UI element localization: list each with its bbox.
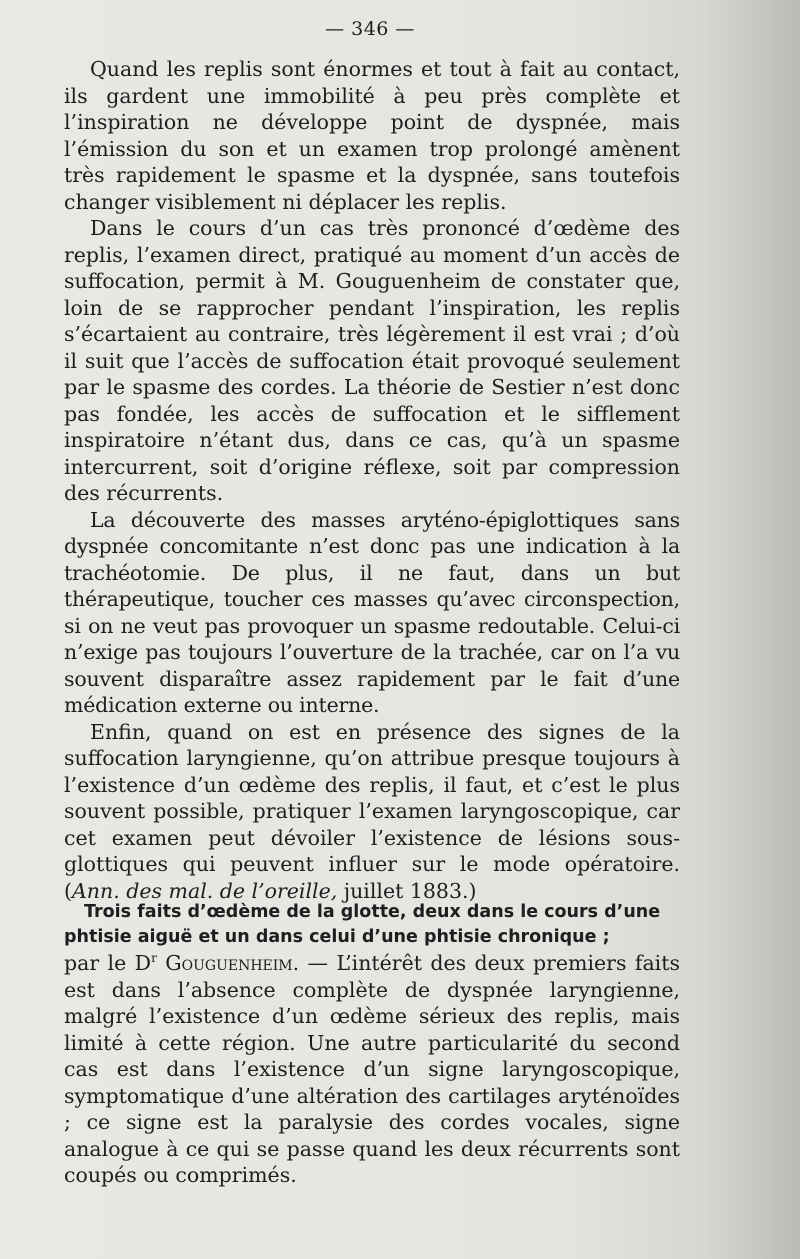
paragraph-4-text: Enfin, quand on est en présence des signes de la suffocation laryngienne, qu’on attribue presque toujours à l’existence d’un œdème des replis, il faut, et c’est le plus souvent possible, pratiquer l’examen laryngoscopique, car cet examen peut dévoiler l’existence de lésions sous-glottiques qui peuvent influer sur le mode opératoire. ( — [64, 719, 680, 903]
author-prefix: par le D — [64, 951, 152, 975]
main-text — [64, 56, 680, 904]
author-title-sup: r — [151, 951, 157, 966]
section-body — [64, 950, 680, 1189]
section-body-text: — L’intérêt des deux premiers faits est dans l’absence complète de dyspnée laryngienne, malgré l’existence d’un œdème sérieux des replis, mais limité à cette région. Une autre particularité du second cas est dans l’existence d’un signe laryngoscopique, symptomatique d’une altération des cartilages aryténoïdes ; ce signe est la paralysie des cordes vocales, signe analogue à ce qui se passe quand les deux récurrents sont coupés ou comprimés. — [64, 951, 680, 1187]
paragraph-4 — [64, 719, 680, 905]
page-number: — 346 — — [325, 18, 415, 40]
paragraph-3: La découverte des masses aryténo-épiglottiques sans dyspnée concomitante n’est donc pas une indication à la trachéotomie. De plus, il ne faut, dans un but thérapeutique, toucher ces masses qu’avec circonspection, si on ne veut pas provoquer un spasme redoutable. Celui-ci n’exige pas toujours l’ouverture de la trachée, car on l’a vu souvent disparaître assez rapidement par le fait d’une médication externe ou interne. — [64, 507, 680, 717]
paragraph-1: Quand les replis sont énormes et tout à fait au contact, ils gardent une immobilité à peu près complète et l’inspiration ne développe point de dyspnée, mais l’émission du son et un examen trop prolongé amènent très rapidement le spasme et la dyspnée, sans toutefois changer visiblement ni déplacer les replis. — [64, 57, 680, 214]
author-name: Gouguenheim. — [156, 951, 300, 975]
citation-date: juillet 1883.) — [337, 878, 477, 903]
citation-journal: Ann. des mal. de l’oreille, — [72, 878, 338, 903]
section-title-line-1: Trois faits d’œdème de la glotte, deux dans le cours d’une — [84, 902, 661, 922]
section-title-line-2: phtisie aiguë et un dans celui d’une phtisie chronique ; — [64, 927, 610, 947]
abstract-section — [64, 900, 680, 1189]
section-title — [64, 900, 680, 950]
paragraph-2: Dans le cours d’un cas très prononcé d’œdème des replis, l’examen direct, pratiqué au moment d’un accès de suffocation, permit à M. Gouguenheim de constater que, loin de se rapprocher pendant l’inspiration, les replis s’écartaient au contraire, très légèrement il est vrai ; d’où il suit que l’accès de suffocation était provoqué seulement par le spasme des cordes. La théorie de Sestier n’est donc pas fondée, les accès de suffocation et le sifflement inspiratoire n’étant dus, dans ce cas, qu’à un spasme intercurrent, soit d’origine réflexe, soit par compression des récurrents. — [64, 216, 680, 505]
